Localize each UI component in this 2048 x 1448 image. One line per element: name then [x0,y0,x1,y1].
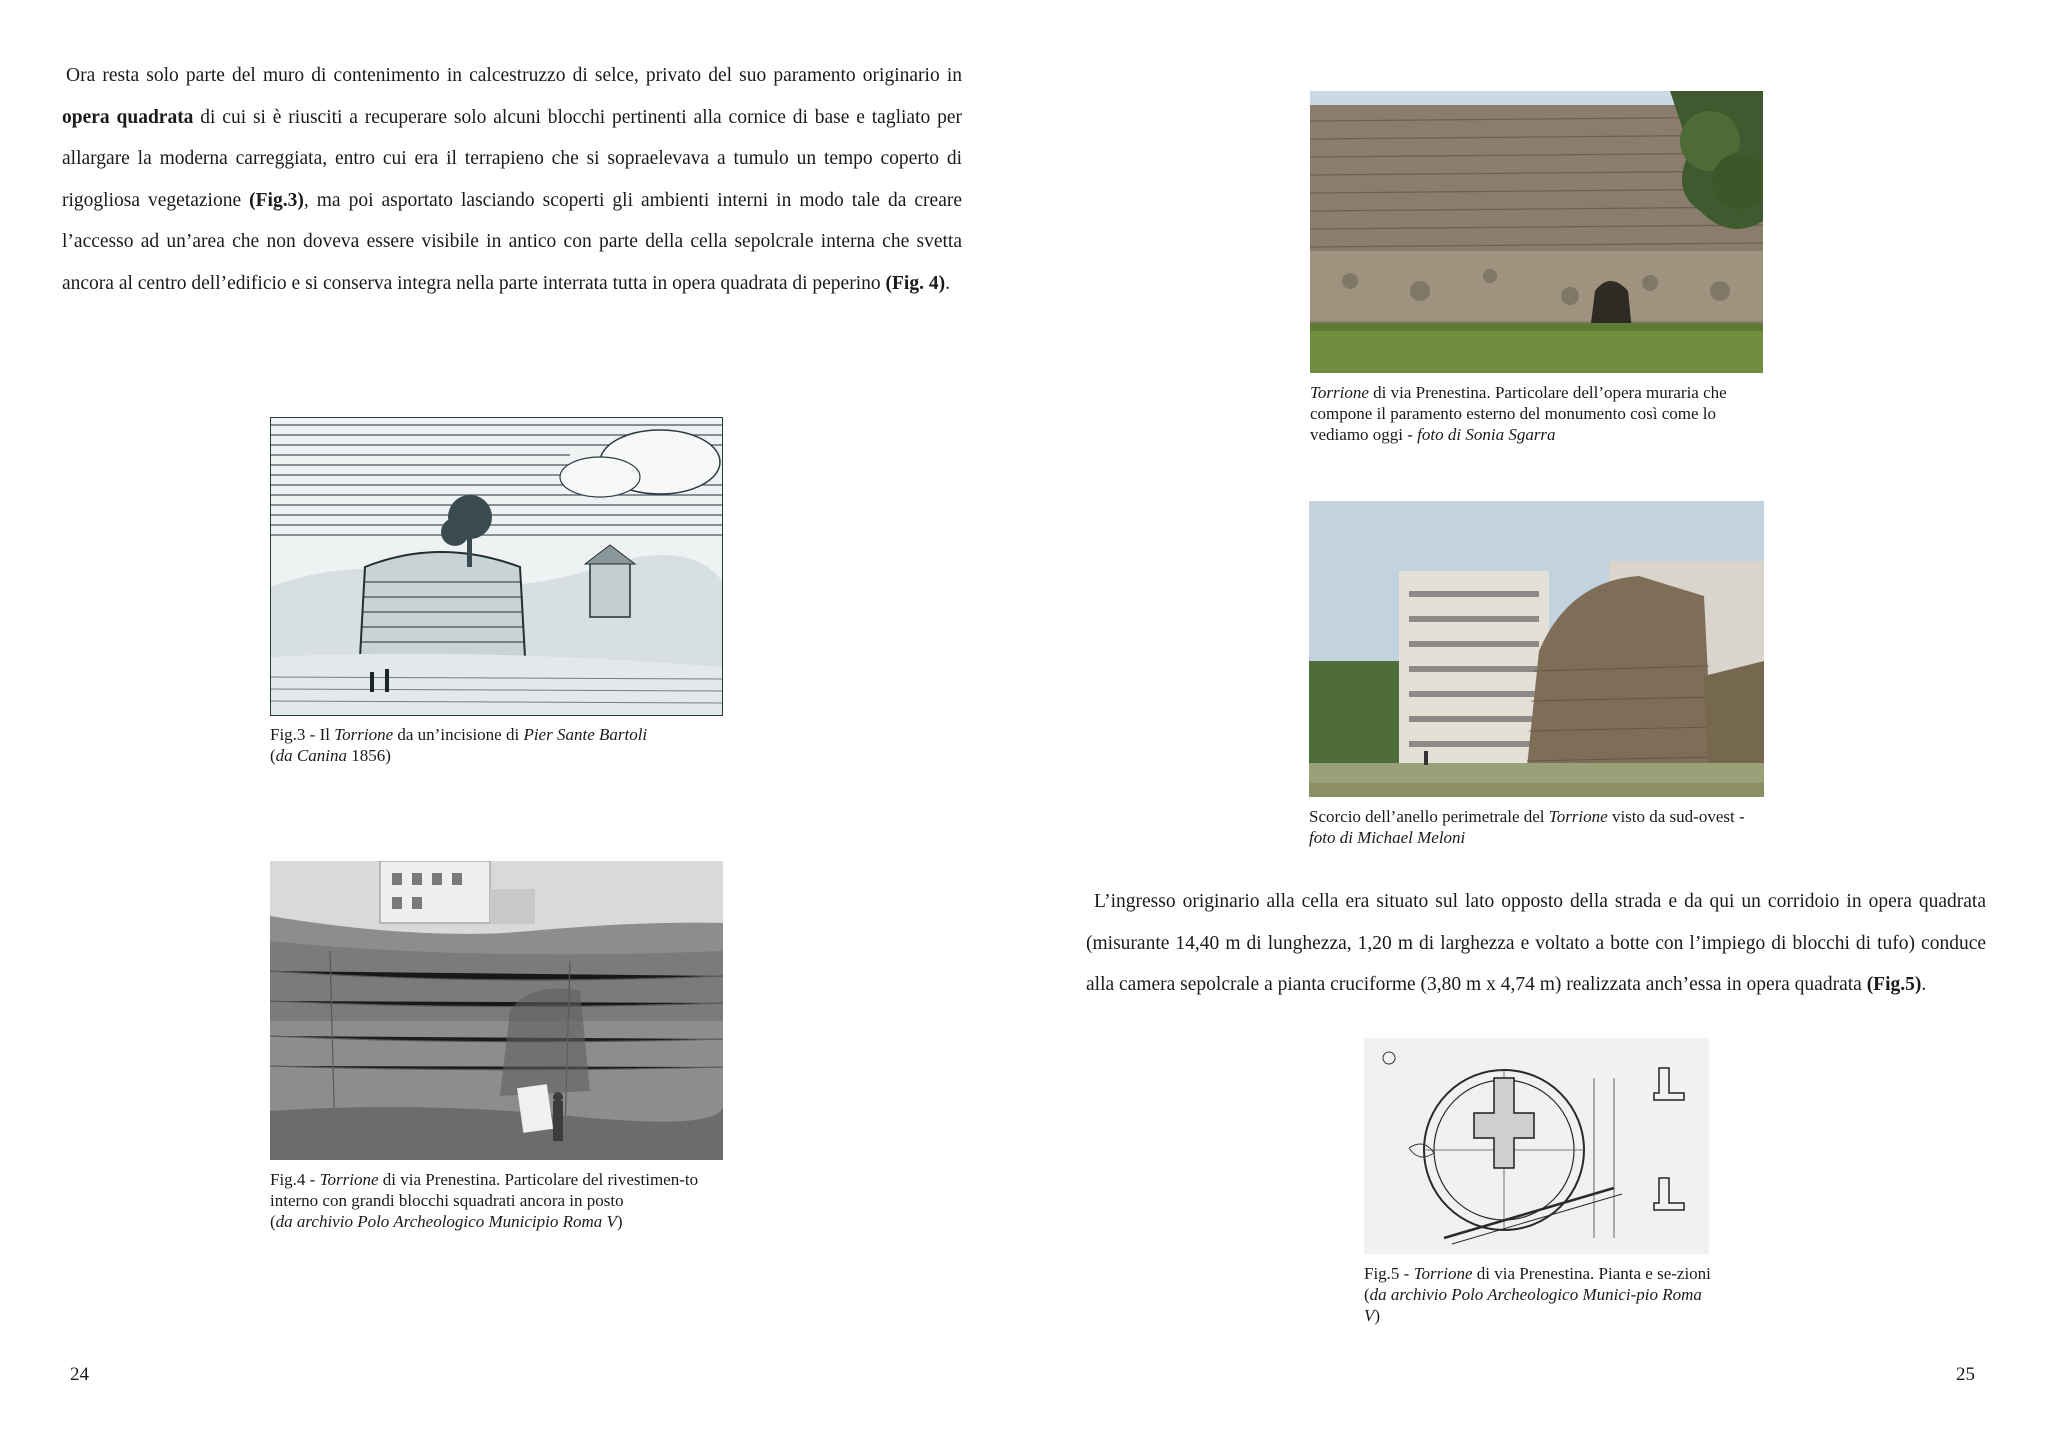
wall-masonry-caption: Torrione di via Prenestina. Particolare dell’opera muraria che compone il paramento esterno del monumento così come lo vediamo oggi - foto di Sonia Sgarra [1310,383,1727,444]
left-paragraph [62,55,962,304]
fig5-plan-drawing [1364,1038,1709,1254]
fig5-caption: Fig.5 - Torrione di via Prenestina. Pianta e se-zioni (da archivio Polo Archeologico Munici-pio Roma V) [1364,1264,1711,1325]
paragraph-text: L’ingresso originario alla cella era situato sul lato opposto della strada e da qui un corridoio in opera quadrata (misurante 14,40 m di lunghezza, 1,20 m di larghezza e voltato a botte con l’impiego di blocchi di tufo) conduce alla camera sepolcrale a pianta cruciforme (3,80 m x 4,74 m) realizzata anch’essa in opera quadrata [1086,891,1986,995]
fig3-caption: Fig.3 - Il Torrione da un’incisione di Pier Sante Bartoli (da Canina 1856) [270,725,648,765]
right-paragraph [1086,881,1986,1006]
page-number: 24 [70,1364,89,1385]
paragraph-text: , ma poi asportato lasciando scoperti gli ambienti interni in modo tale da creare l’accesso ad un’area che non doveva essere visibile in antico con parte della cella sepolcrale interna che svetta ancora al centro dell’edificio e si conserva integra nella parte interrata tutta in opera quadrata di peperino [62,189,962,294]
fig4-caption: Fig.4 - Torrione di via Prenestina. Particolare del rivestimen-to interno con grandi blocchi squadrati ancora in posto (da archivio Polo Archeologico Municipio Roma V) [270,1170,699,1231]
page-number: 25 [1956,1364,1975,1385]
paragraph-text: . [1921,974,1927,995]
fig5-reference: (Fig.5) [1866,974,1922,995]
fig3-reference: (Fig.3) [249,189,304,211]
fig4-photo [270,861,723,1160]
paragraph-bold: opera quadrata [62,106,194,128]
perimeter-ring-photo [1309,501,1764,797]
fig3-engraving-image [270,417,723,716]
paragraph-text: di cui si è riusciti a recuperare solo alcuni blocchi pertinenti alla cornice di base e tagliato per allargare la moderna carreggiata, entro cui era il terrapieno che si sopraelevava a tumulo un tempo coperto di rigogliosa vegetazione [62,106,962,211]
wall-masonry-photo [1310,91,1763,373]
paragraph-text: . [945,272,950,294]
fig4-reference: (Fig. 4) [885,272,946,294]
perimeter-ring-caption: Scorcio dell’anello perimetrale del Torrione visto da sud-ovest - foto di Michael Meloni [1309,807,1745,847]
right-page [1024,0,2048,1448]
paragraph-text: Ora resta solo parte del muro di contenimento in calcestruzzo di selce, privato del suo paramento originario in [66,65,962,86]
